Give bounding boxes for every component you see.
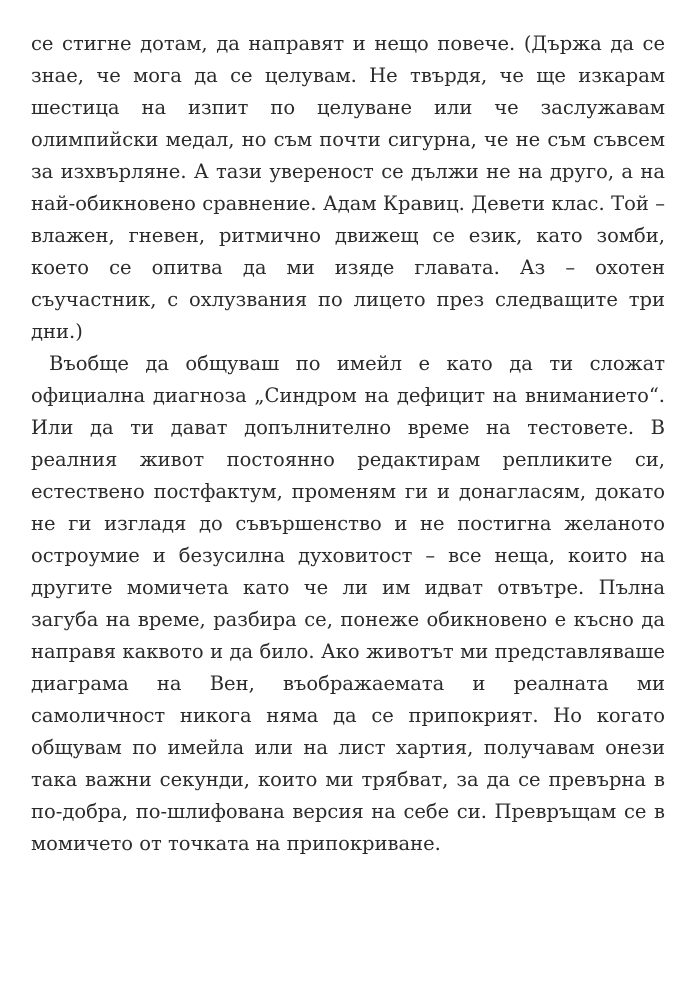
book-page [31,28,665,860]
paragraph-1: се стигне дотам, да направят и нещо повече. (Държа да се знае, че мога да се целувам. Не твърдя, че ще изкарам шестица на изпит по целуване или че заслужавам олимпийски медал, но съм почти сигурна, че не съм съвсем за изхвърляне. А тази увереност се дължи не на друго, а на най-обикновено сравнение. Адам Кравиц. Девети клас. Той – влажен, гневен, ритмично движещ се език, като зомби, което се опитва да ми изяде главата. Аз – охотен съучастник, с охлузвания по лицето през следващите три дни.) [31,32,665,343]
paragraph-2: Въобще да общуваш по имейл е като да ти сложат официална диагноза „Синдром на дефицит на вниманието“. Или да ти дават допълнително време на тестовете. В реалния живот постоянно редактирам репликите си, естествено постфактум, променям ги и донагласям, докато не ги изгладя до съвършенство и не постигна желаното остроумие и безусилна духовитост – все неща, които на другите момичета като че ли им идват отвътре. Пълна загуба на време, разбира се, понеже обикновено е късно да направя каквото и да било. Ако животът ми представляваше диаграма на Вен, въображаемата и реалната ми самоличност никога няма да се припокрият. Но когато общувам по имейла или на лист хартия, получавам онези така важни секунди, които ми трябват, за да се превърна в по-добра, по-шлифована версия на себе си. Превръщам се в момичето от точката на припокриване. [31,352,665,855]
